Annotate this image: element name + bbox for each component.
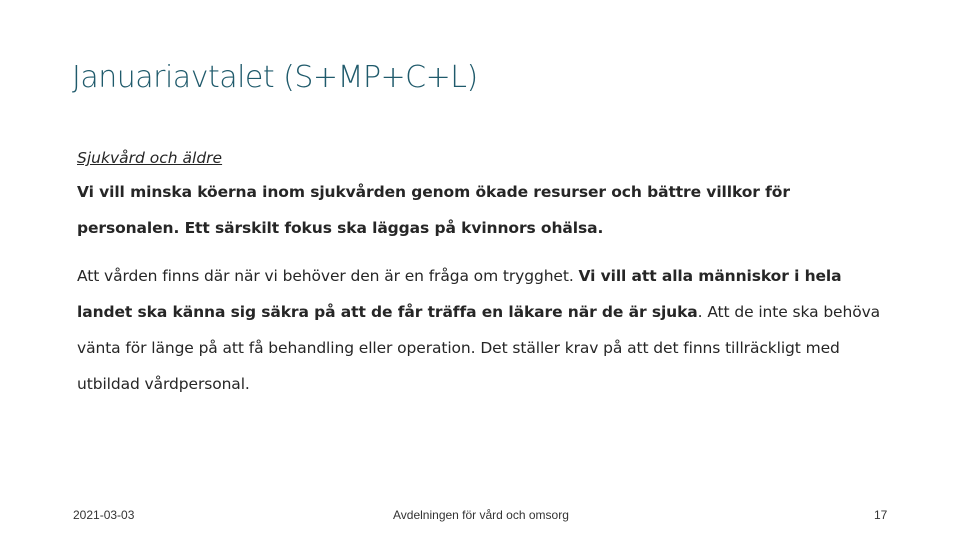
paragraph-2-bold: Vi vill att alla människor i hela landet ska känna sig säkra på att de får träffa en läkare när de är sjuka (77, 267, 842, 321)
slide-body (77, 144, 897, 402)
footer-organization: Avdelningen för vård och omsorg (393, 508, 569, 522)
paragraph-1: Vi vill minska köerna inom sjukvården genom ökade resurser och bättre villkor för personalen. Ett särskilt fokus ska läggas på kvinnors ohälsa. (77, 183, 790, 237)
page-number: 17 (874, 508, 888, 522)
footer-date: 2021-03-03 (73, 508, 135, 522)
paragraph-2-intro: Att vården finns där när vi behöver den är en fråga om trygghet. (77, 267, 579, 285)
paragraph-2-rest: . Att de inte ska behöva vänta för länge på att få behandling eller operation. Det ställer krav på att det finns tillräckligt med utbildad vårdpersonal. (77, 303, 881, 393)
slide-title: Januariavtalet (S+MP+C+L) (72, 60, 478, 95)
paragraph-2 (77, 258, 897, 402)
section-heading: Sjukvård och äldre (77, 149, 223, 167)
